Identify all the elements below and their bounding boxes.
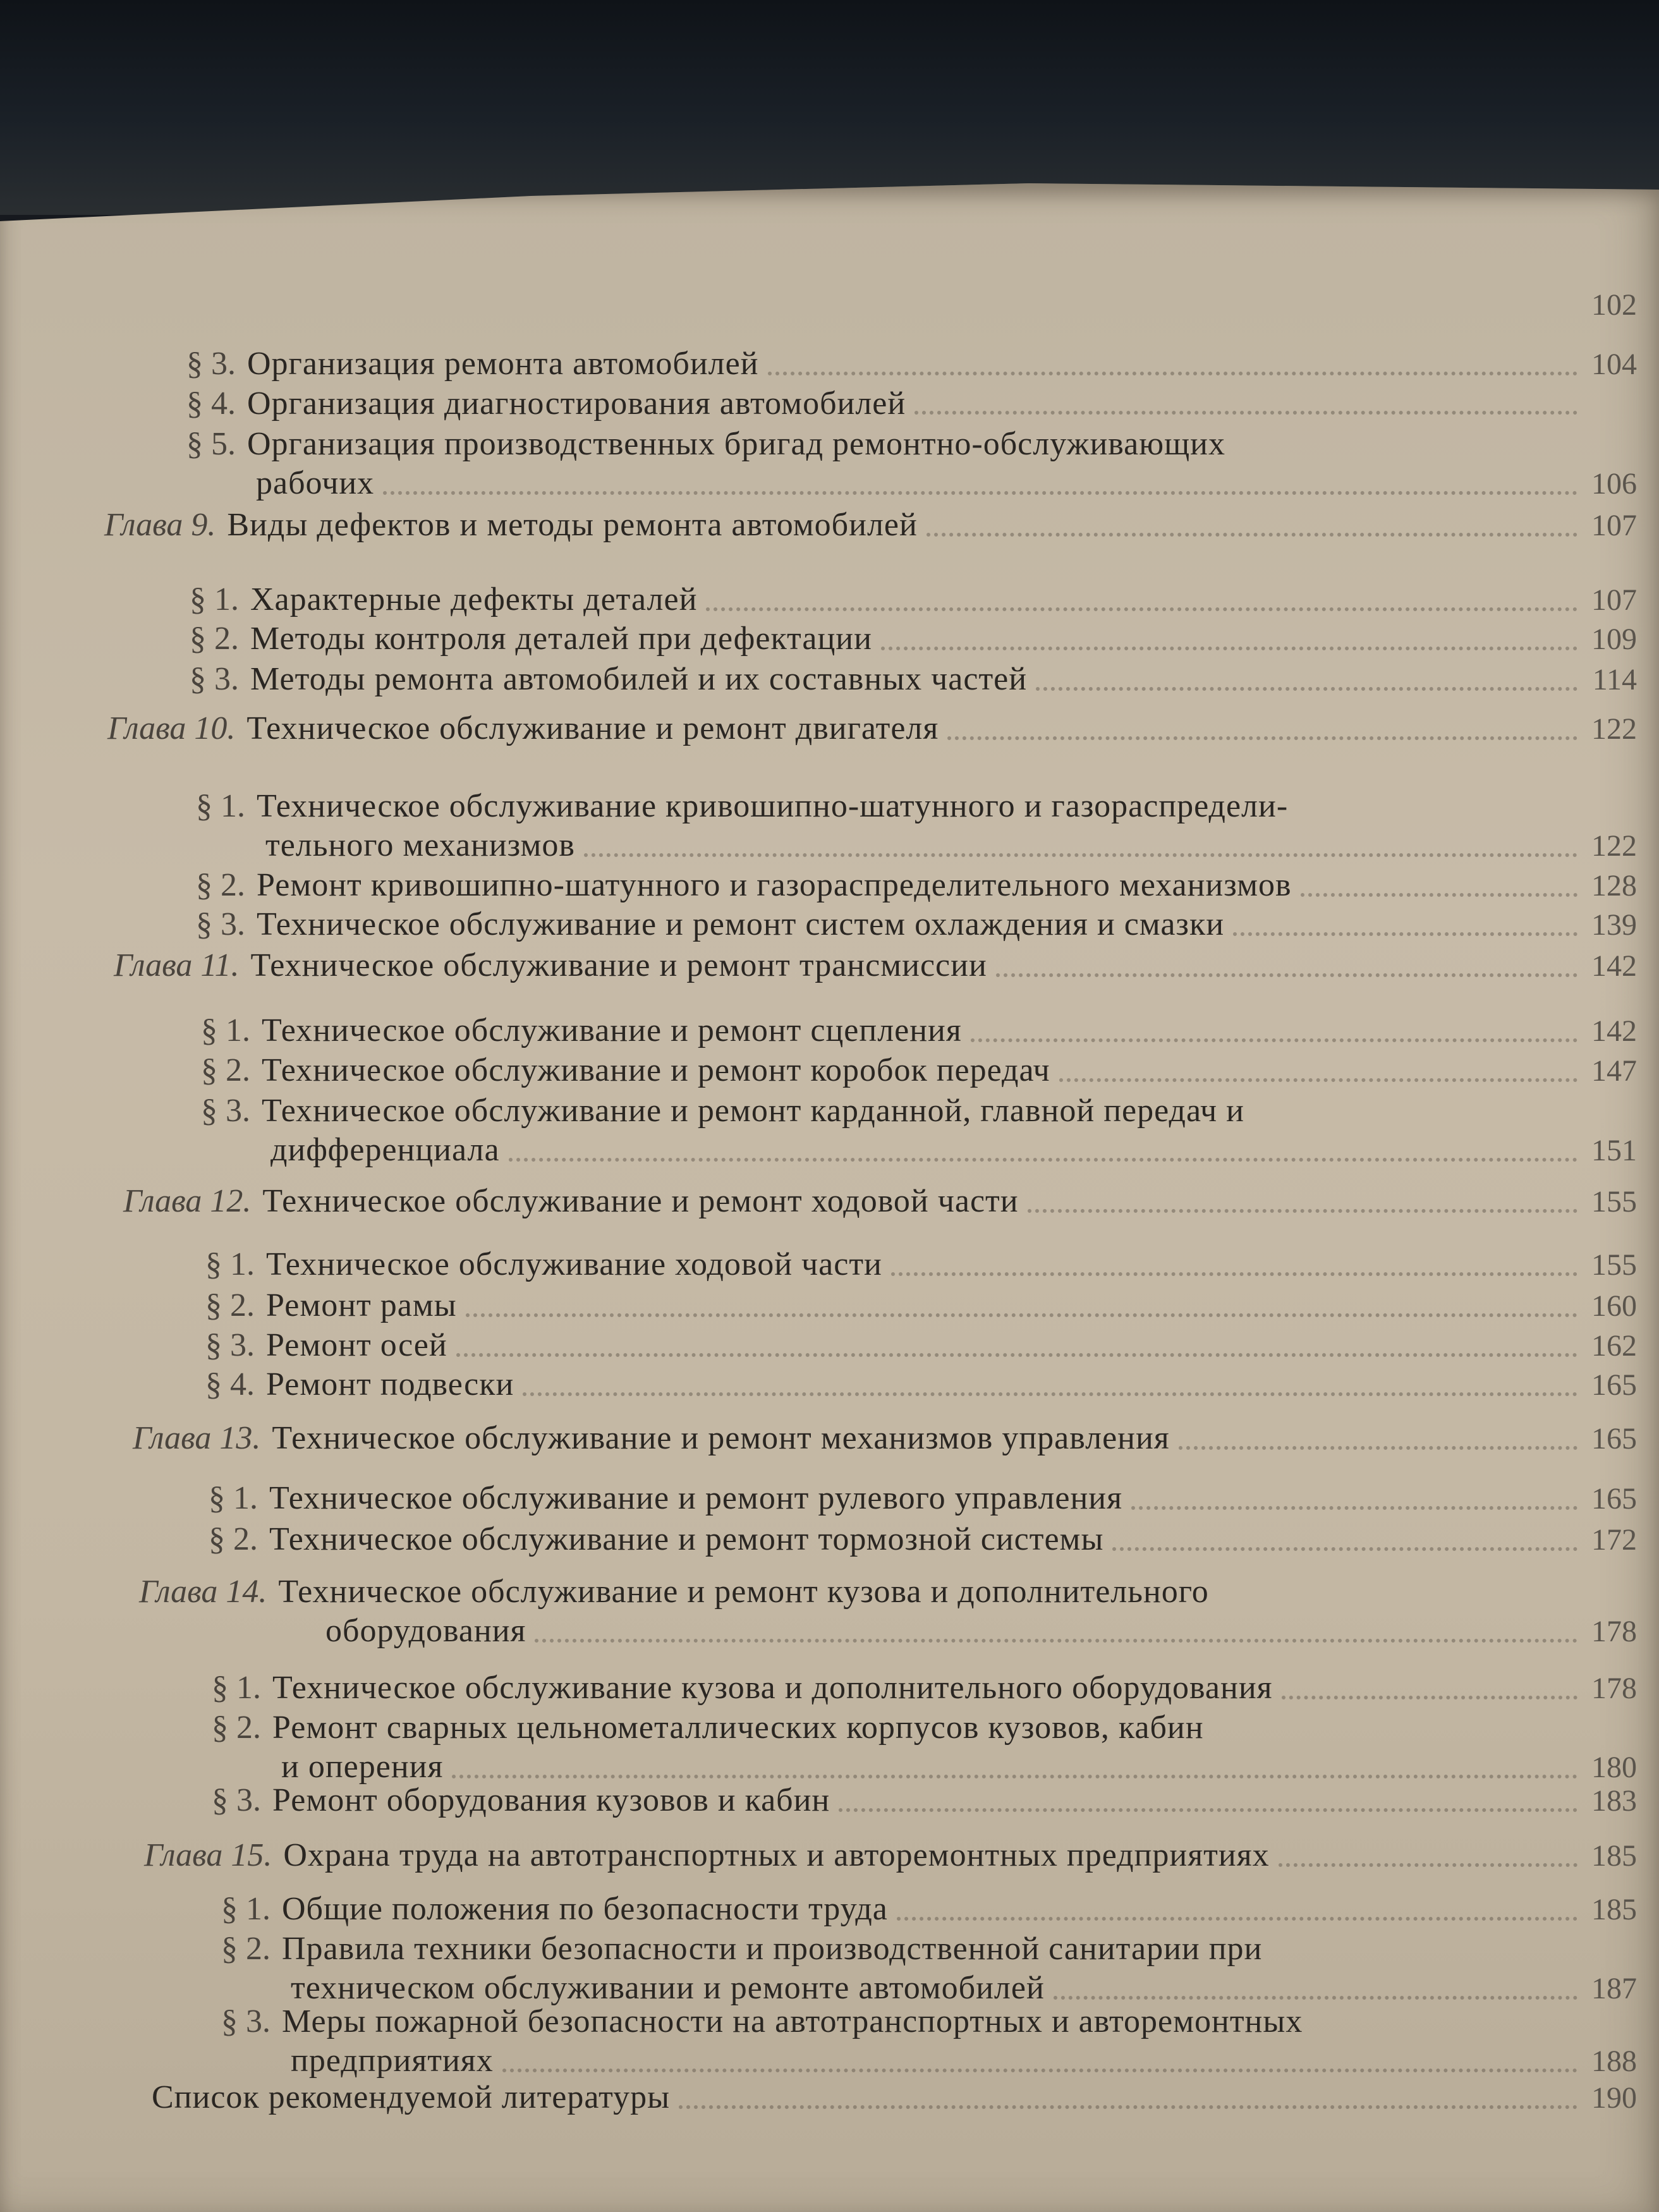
entry-title: Характерные дефекты деталей <box>250 581 698 617</box>
section-number: § 2. <box>196 867 245 903</box>
page-number: 142 <box>1591 1014 1637 1048</box>
entry-title-continuation: техническом обслуживании и ремонте автомобилей <box>291 1970 1045 2006</box>
toc-section-row <box>205 1245 1637 1285</box>
toc-section-row <box>201 1051 1637 1091</box>
entry-title-continuation: предприятиях <box>291 2043 494 2079</box>
section-number: § 2. <box>205 1287 255 1323</box>
page-number: 180 <box>1591 1751 1637 1784</box>
section-number: § 1. <box>212 1670 261 1706</box>
dot-leader <box>456 1353 1577 1357</box>
entry-title: Техническое обслуживание ходовой части <box>266 1246 882 1282</box>
entry-title: Правила техники безопасности и производственной санитарии при <box>282 1931 1263 1967</box>
page-number: 151 <box>1591 1134 1637 1167</box>
page-number: 128 <box>1591 869 1637 902</box>
entry-title: Методы ремонта автомобилей и их составных частей <box>250 661 1028 697</box>
page-number: 122 <box>1591 712 1637 746</box>
dot-leader <box>502 2069 1577 2072</box>
entry-title: Техническое обслуживание кривошипно-шатунного и газораспредели- <box>257 788 1289 824</box>
entry-title: Техническое обслуживание и ремонт трансмиссии <box>250 947 987 983</box>
section-number: § 2. <box>221 1931 270 1967</box>
entry-title: Ремонт кривошипно-шатунного и газораспределительного механизмов <box>257 867 1292 903</box>
dot-leader <box>996 973 1577 977</box>
section-number: § 1. <box>201 1012 250 1048</box>
section-number: § 3. <box>196 906 245 942</box>
chapter-number: Глава 11. <box>114 947 240 983</box>
dot-leader <box>1054 1996 1577 2000</box>
toc-section-row <box>196 905 1637 945</box>
toc-section-row <box>196 866 1637 906</box>
section-number: § 1. <box>209 1480 258 1516</box>
page-number: 178 <box>1591 1615 1637 1648</box>
toc-section-row <box>221 1929 1637 1969</box>
entry-title-continuation: и оперения <box>281 1749 444 1785</box>
toc-continuation-row <box>256 464 1637 504</box>
page-number: 142 <box>1591 949 1637 983</box>
entry-title: Список рекомендуемой литературы <box>152 2079 671 2115</box>
toc-chapter-row <box>107 709 1637 749</box>
entry-title-continuation: оборудования <box>325 1613 526 1649</box>
toc-section-row <box>190 619 1637 659</box>
entry-title: Общие положения по безопасности труда <box>282 1891 888 1927</box>
toc-section-row <box>186 384 1637 423</box>
entry-title: Охрана труда на автотранспортных и авторемонтных предприятиях <box>283 1837 1270 1873</box>
entry-title: Меры пожарной безопасности на автотранспортных и авторемонтных <box>282 2003 1303 2039</box>
page-number: 178 <box>1591 1672 1637 1705</box>
dot-leader <box>915 411 1577 415</box>
page-number: 147 <box>1591 1054 1637 1088</box>
entry-title: Техническое обслуживание и ремонт механизмов управления <box>272 1420 1170 1456</box>
dot-leader <box>947 736 1577 740</box>
section-number: § 1. <box>221 1891 270 1927</box>
page-number: 102 <box>1591 288 1637 322</box>
dot-leader <box>1279 1863 1577 1867</box>
toc-section-row <box>212 1781 1637 1821</box>
chapter-number: Глава 13. <box>133 1420 261 1456</box>
dot-leader <box>1028 1209 1577 1213</box>
toc-section-row <box>205 1286 1637 1326</box>
dot-leader <box>1112 1547 1577 1551</box>
dot-leader <box>523 1392 1577 1396</box>
dot-leader <box>971 1038 1577 1042</box>
section-number: § 2. <box>190 621 239 657</box>
toc-section-row <box>212 1708 1637 1747</box>
entry-title: Организация ремонта автомобилей <box>247 346 759 382</box>
dot-leader <box>1301 893 1577 897</box>
entry-title: Ремонт рамы <box>266 1287 457 1323</box>
page-number: 165 <box>1591 1422 1637 1455</box>
entry-title: Техническое обслуживание и ремонт рулевого управления <box>269 1480 1123 1516</box>
section-number: § 5. <box>186 426 236 462</box>
toc-chapter-row <box>104 506 1637 545</box>
toc-section-row <box>205 1365 1637 1405</box>
chapter-number: Глава 10. <box>107 710 236 746</box>
toc-section-row <box>221 2002 1637 2041</box>
page-number: 162 <box>1591 1329 1637 1363</box>
toc-section-row <box>186 425 1637 464</box>
toc-continuation-row <box>265 826 1637 866</box>
dot-leader <box>466 1313 1577 1317</box>
chapter-number: Глава 9. <box>104 507 216 543</box>
toc-section-row <box>209 1520 1637 1560</box>
toc-continuation-row <box>270 1131 1637 1170</box>
page-number: 107 <box>1591 509 1637 542</box>
section-number: § 1. <box>190 581 239 617</box>
section-number: § 3. <box>212 1782 261 1818</box>
entry-title: Техническое обслуживание и ремонт сцепления <box>262 1012 962 1048</box>
entry-title: Виды дефектов и методы ремонта автомобилей <box>227 507 918 543</box>
toc-continuation-row <box>291 2041 1637 2081</box>
dot-leader <box>1059 1078 1577 1082</box>
page-number: 188 <box>1591 2045 1637 2078</box>
entry-title: Ремонт сварных цельнометаллических корпусов кузовов, кабин <box>272 1710 1204 1746</box>
page-number: 122 <box>1591 829 1637 863</box>
dot-leader <box>679 2105 1577 2109</box>
page-number: 185 <box>1591 1839 1637 1873</box>
page-number: 183 <box>1591 1784 1637 1818</box>
dot-leader <box>509 1158 1577 1162</box>
dot-leader <box>839 1808 1577 1812</box>
dot-leader <box>1179 1446 1577 1450</box>
section-number: § 2. <box>209 1521 258 1557</box>
toc-chapter-row <box>114 946 1637 986</box>
page-number: 155 <box>1591 1185 1637 1218</box>
toc-chapter-row <box>144 1836 1637 1876</box>
page-number: 187 <box>1591 1972 1637 2005</box>
dot-leader <box>1036 687 1577 691</box>
entry-title: Техническое обслуживание и ремонт двигателя <box>246 710 939 746</box>
section-number: § 3. <box>186 346 236 382</box>
entry-title: Ремонт оборудования кузовов и кабин <box>272 1782 830 1818</box>
dot-leader <box>1233 932 1577 936</box>
chapter-number: Глава 12. <box>123 1183 252 1219</box>
page-number: 106 <box>1591 467 1637 501</box>
toc-section-row <box>209 1479 1637 1519</box>
section-number: § 3. <box>205 1327 255 1363</box>
entry-title: Техническое обслуживание и ремонт систем охлаждения и смазки <box>257 906 1225 942</box>
dot-leader <box>927 533 1577 537</box>
entry-title-continuation: рабочих <box>256 465 375 501</box>
dark-background <box>0 0 1659 215</box>
page-number: 160 <box>1591 1289 1637 1323</box>
entry-title: Ремонт осей <box>266 1327 447 1363</box>
section-number: § 4. <box>205 1366 255 1402</box>
toc-section-row <box>190 660 1637 700</box>
entry-title: Методы контроля деталей при дефектации <box>250 621 872 657</box>
page-number: 109 <box>1591 623 1637 656</box>
entry-title-continuation: тельного механизмов <box>265 827 575 863</box>
section-number: § 1. <box>205 1246 255 1282</box>
section-number: § 3. <box>190 661 239 697</box>
section-number: § 3. <box>221 2003 270 2039</box>
chapter-number: Глава 14. <box>139 1574 267 1610</box>
entry-title-continuation: дифференциала <box>270 1132 500 1168</box>
page-number: 172 <box>1591 1523 1637 1557</box>
page-number: 139 <box>1591 908 1637 942</box>
entry-title: Техническое обслуживание кузова и дополнительного оборудования <box>272 1670 1273 1706</box>
section-number: § 2. <box>201 1052 250 1088</box>
entry-title: Техническое обслуживание и ремонт ходовой части <box>262 1183 1019 1219</box>
toc-section-row <box>186 344 1637 384</box>
dot-leader <box>897 1917 1577 1921</box>
dot-leader <box>768 372 1577 375</box>
toc-section-row <box>201 1091 1637 1131</box>
page-number: 104 <box>1591 348 1637 381</box>
dot-leader <box>891 1272 1577 1276</box>
toc-chapter-row <box>139 1572 1637 1612</box>
page-number: 155 <box>1591 1248 1637 1282</box>
entry-title: Ремонт подвески <box>266 1366 514 1402</box>
toc-continuation-row <box>325 1612 1637 1651</box>
toc-section-row <box>190 580 1637 620</box>
dot-leader <box>535 1639 1577 1643</box>
dot-leader <box>584 853 1577 857</box>
entry-title: Техническое обслуживание и ремонт кузова и дополнительного <box>278 1574 1209 1610</box>
toc-bibliography-row <box>152 2078 1637 2118</box>
toc-chapter-row <box>123 1182 1637 1222</box>
page-number: 190 <box>1591 2081 1637 2115</box>
toc-section-row <box>212 1668 1637 1708</box>
chapter-number: Глава 15. <box>144 1837 272 1873</box>
dot-leader <box>1131 1506 1577 1510</box>
dot-leader <box>452 1775 1577 1778</box>
entry-title: Техническое обслуживание и ремонт коробок передач <box>262 1052 1050 1088</box>
page-number: 165 <box>1591 1482 1637 1516</box>
dot-leader <box>383 491 1577 495</box>
dot-leader <box>1282 1696 1577 1699</box>
dot-leader <box>881 647 1577 650</box>
toc-section-row <box>201 1011 1637 1051</box>
section-number: § 4. <box>186 386 236 422</box>
page-number: 114 <box>1592 663 1637 696</box>
page-number: 165 <box>1591 1368 1637 1402</box>
toc-section-row <box>196 787 1637 826</box>
toc-section-row <box>205 1326 1637 1366</box>
section-number: § 2. <box>212 1710 261 1746</box>
entry-title: Техническое обслуживание и ремонт тормозной системы <box>269 1521 1104 1557</box>
entry-title: Организация диагностирования автомобилей <box>247 386 906 422</box>
entry-title: Организация производственных бригад ремонтно-обслуживающих <box>247 426 1225 462</box>
toc-section-row <box>221 1890 1637 1929</box>
page-number: 185 <box>1591 1893 1637 1926</box>
section-number: § 3. <box>201 1093 250 1129</box>
dot-leader <box>706 607 1577 611</box>
toc-chapter-row <box>133 1419 1637 1459</box>
page-number: 107 <box>1591 583 1637 617</box>
section-number: § 1. <box>196 788 245 824</box>
entry-title: Техническое обслуживание и ремонт карданной, главной передач и <box>262 1093 1244 1129</box>
